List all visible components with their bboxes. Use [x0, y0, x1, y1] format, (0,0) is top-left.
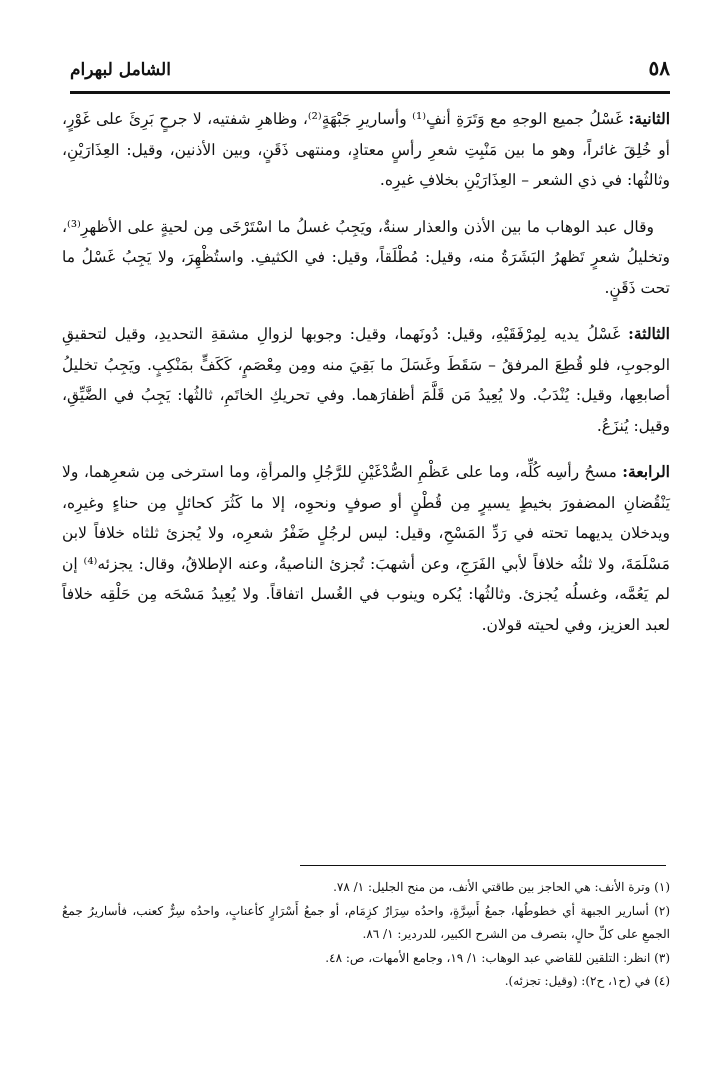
paragraph-text: غَسْلُ جميع الوجهِ مع وَتَرَةِ أنفٍ⁽¹⁾ وأساريرِ جَبْهَةٍ⁽²⁾، وظاهرِ شفتيه، لا جرحٍ بَرِئَ على غَوْرٍ، أو خُلِقَ غائراً، وهو ما بين مَنْبِتِ شعرِ رأسٍ معتادٍ، ومنتهى ذَقَنٍ، وبين الأذنين، وقيل: العِذَارَيْنِ، وثالثُها: في ذي الشعر – العِذَارَيْنِ بخلافِ غيرِه.: [62, 110, 670, 189]
paragraph-lead: الثالثة:: [628, 324, 670, 343]
paragraph-text: غَسْلُ يديه لِمِرْفَقَيْهِ، وقيل: دُونَهما، وقيل: وجوبها لزوالِ مشقةِ التحديدِ، وقيل لتحقيقِ الوجوبِ، فلو قُطِعَ المرفقُ – سَقَطَ وغَسَلَ ما بَقِيَ منه ومِن مِعْصَمٍ، كَكَفٍّ بمَنْكِبٍ. ويَجِبُ تخليلُ أصابعِها، وقيل: يُنْدَبُ. ولا يُعِيدُ مَن قَلَّمَ أظفارَهما. وفي تحريكِ الخاتَمِ، ثالثُها: يَجِبُ في الضَّيِّقِ، وقيل: يُنزَعُ.: [62, 325, 671, 435]
book-title: الشامل لبهرام: [70, 60, 171, 80]
footnote-2: (٢) أسارير الجبهة أي خطوطُها، جمعُ أَسِرَّةٍ، واحدُه سِرَارٌ كزِمَام، أو جمعُ أَسْرَارٍ كأعنابٍ، واحدُه سِرٌّ كعنب، فأساريرُ جمعُ الجمعِ على كلِّ حالٍ، بتصرف من الشرح الكبير، للدردير: ١/ ٨٦.: [62, 903, 670, 941]
paragraph-second: [62, 104, 670, 196]
footnotes: [62, 876, 670, 994]
main-text: [62, 104, 670, 656]
footnote-4: (٤) في (ح١، ح٢): (وقيل: تجزئه).: [504, 974, 670, 988]
paragraph-lead: الثانية:: [628, 109, 670, 128]
footnote-3: (٣) انظر: التلقين للقاضي عبد الوهاب: ١/ ١٩، وجامع الأمهات، ص: ٤٨.: [325, 950, 670, 965]
paragraph-text: وقال عبد الوهاب ما بين الأذن والعذار سنةٌ، ويَجِبُ غسلُ ما اسْتَرْخَى مِن لحيةٍ على الأظهرِ⁽³⁾، وتخليلُ شعرٍ تَظهرُ البَشَرَةُ منه، وقيل: مُطْلَقاً، وقيل: في الكثيفِ. واستُظْهِرَ، ولا يَجِبُ غَسْلُ ما تحت ذَقَنٍ.: [62, 217, 670, 297]
paragraph-fourth: [62, 457, 670, 640]
header-rule: [70, 91, 670, 94]
paragraph-lead: الرابعة:: [622, 462, 670, 481]
running-header: [70, 52, 670, 88]
footnote-separator: [300, 865, 666, 866]
paragraph-third: [62, 319, 670, 441]
footnote-1: (١) وترة الأنف: هي الحاجز بين طاقتي الأنف، من منح الجليل: ١/ ٧٨.: [333, 880, 670, 894]
paragraph-abdulwahhab: [62, 212, 670, 304]
page-number: ٥٨: [648, 56, 670, 80]
paragraph-text: مسحُ رأسِه كُلِّه، وما على عَظْمِ الصُّدْغَيْنِ للرَّجُلِ والمرأةِ، وما استرخى مِن شعرِهما، ولا يَنْقُضانِ المضفورَ بخيطٍ يسيرٍ مِن قُطْنٍ أو صوفٍ ونحوِه، إلا ما كَثُرَ كحائلٍ مِن حناءٍ وغيرِه، ويدخلان يديهما تحته في رَدِّ المَسْحِ، وقيل: ليس لرجُلٍ ضَفْرُ شعرِه، ولا يُجزئ ثلثاه خلافاً لابن مَسْلَمَةَ، ولا ثلثُه خلافاً لأبي الفَرَجِ، وعن أشهبَ: تُجزئ الناصيةُ، وعنه الإطلاقُ، وقال: يجزئه⁽⁴⁾ إن لم يَعُمَّه، وغسلُه يُجزئ. وثالثُها: يُكره وينوب في الغُسل اتفاقاً. ولا يُعِيدُ مَسْحَه مِن حَلْقِه خلافاً لعبد العزيز، وفي لحيته قولان.: [62, 463, 670, 634]
